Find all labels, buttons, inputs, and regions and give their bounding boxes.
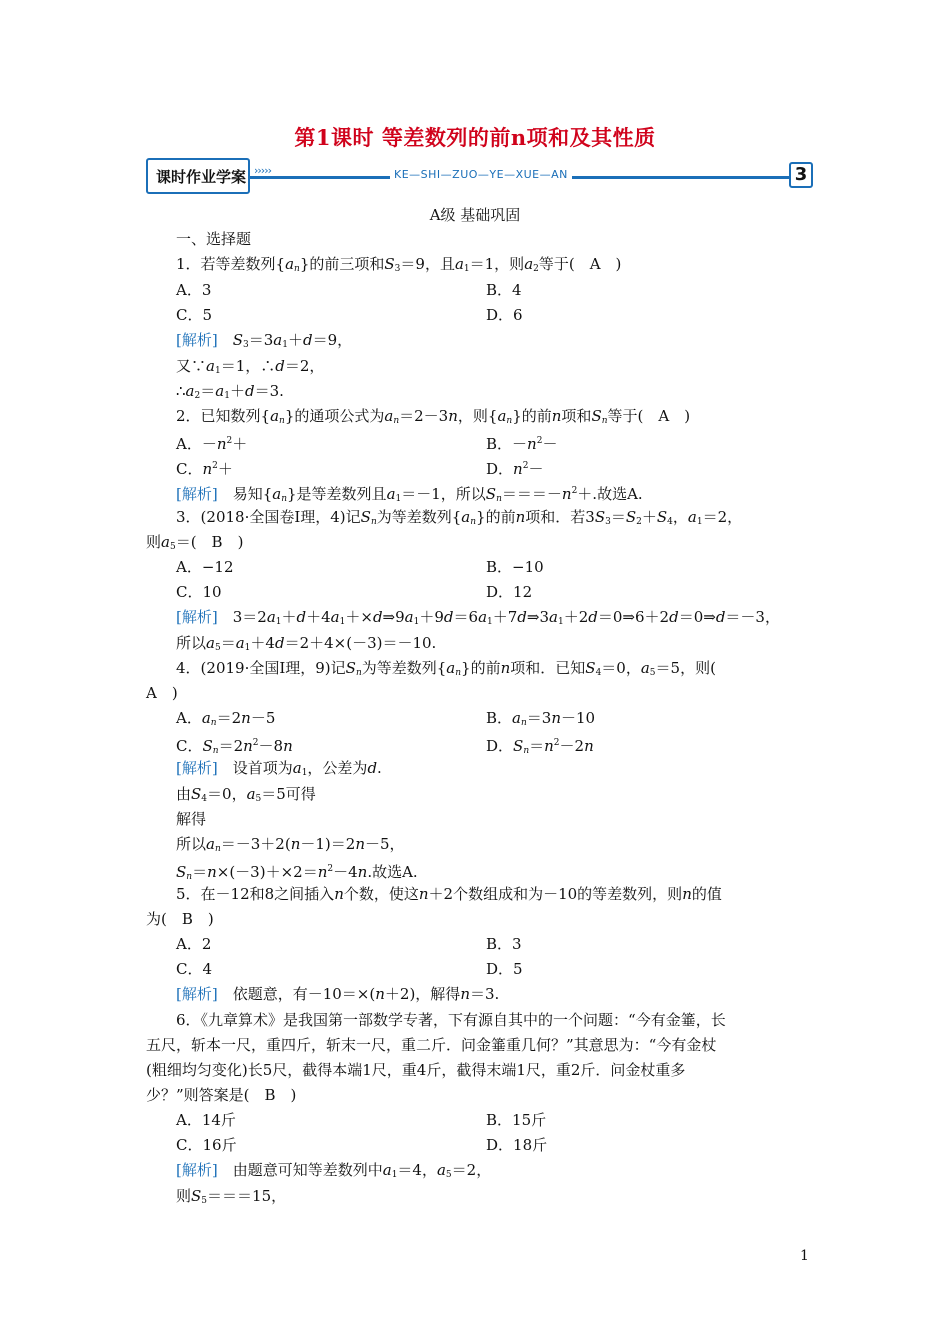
question-4-option-a: A．$a_n=2n-5$ <box>176 709 276 728</box>
question-6-option-a: A．14斤 <box>176 1111 236 1129</box>
question-1-stem: 1．若等差数列$\{a_n\}$的前三项和$S_3=9$，且$a_1=1$，则$a_2$等于( A ) <box>176 255 622 274</box>
question-6-option-d: D．18斤 <box>486 1136 548 1154</box>
question-6-stem-1: 6．《九章算术》是我国第一部数学专著，下有源自其中的一个问题：“今有金箠，长 <box>176 1011 726 1029</box>
banner-label-box <box>146 158 250 194</box>
question-4-option-d: D．$S_n=n^2-2n$ <box>486 737 594 756</box>
question-1-option-c: C．5 <box>176 306 213 324</box>
question-3-option-a: A．−12 <box>176 558 234 576</box>
question-2-analysis-1: [解析] 易知$\{a_n\}$是等差数列且$a_1=-1$，所以$S_n===-n^2+$.故选A. <box>176 485 643 504</box>
question-1-analysis-3: $\therefore a_2=a_1+d=3$. <box>176 382 284 401</box>
question-5-stem-1: 5．在－12和8之间插入n个数，使这n＋2个数组成和为－10的等差数列，则n的值 <box>176 885 722 903</box>
analysis-tag: [解析] <box>176 985 218 1003</box>
question-5-option-a: A．2 <box>176 935 212 953</box>
question-3-option-d: D．12 <box>486 583 533 601</box>
question-2-option-d: D．$n^2-$ <box>486 460 544 478</box>
analysis-tag: [解析] <box>176 759 218 777</box>
question-5-option-b: B．3 <box>486 935 522 953</box>
question-4-analysis-2: 由$S_4=0$，$a_5=5$可得 <box>176 785 316 804</box>
question-4-analysis-4: 所以$a_n=-3+2(n-1)=2n-5$， <box>176 835 405 854</box>
question-2-option-a: A．$-n^2+$ <box>176 435 248 453</box>
page-number: 1 <box>800 1248 809 1264</box>
question-6-analysis-2: 则$S_5===15$， <box>176 1187 287 1206</box>
question-3-stem-1: 3．(2018·全国卷Ⅰ理，4)记$S_n$为等差数列$\{a_n\}$的前n项和．若$3S_3=S_2+S_4$，$a_1=2$， <box>176 508 743 527</box>
question-6-stem-2: 五尺，斩本一尺，重四斤，斩末一尺，重二斤．问金箠重几何？”其意思为：“今有金杖 <box>146 1036 717 1054</box>
page-title: 第1课时 等差数列的前n项和及其性质 <box>294 125 656 150</box>
question-2-option-c: C．$n^2+$ <box>176 460 233 478</box>
question-4-option-b: B．$a_n=3n-10$ <box>486 709 596 728</box>
question-1-option-a: A．3 <box>176 281 212 299</box>
question-3-stem-2: 则$a_5=$( B ) <box>146 533 244 552</box>
question-6-analysis-1: [解析] 由题意可知等差数列中$a_1=4$，$a_5=2$， <box>176 1161 492 1180</box>
question-6-stem-4: 少？”则答案是( B ) <box>146 1086 297 1104</box>
question-4-option-c: C．$S_n=2n^2-8n$ <box>176 737 293 756</box>
question-6-stem-3: (粗细均匀变化)长5尺，截得本端1尺，重4斤，截得末端1尺，重2斤．问金杖重多 <box>146 1061 686 1079</box>
question-5-stem-2: 为( B ) <box>146 910 214 928</box>
analysis-tag: [解析] <box>176 608 218 626</box>
question-4-analysis-5: $S_n=n\times(-3)+\times 2=n^2-4n$.故选A. <box>176 863 418 882</box>
level-heading: A级 基础巩固 <box>429 206 521 224</box>
question-5-analysis-1: [解析] 依题意，有－10＝×(n＋2)，解得n＝3. <box>176 985 500 1003</box>
question-5-option-c: C．4 <box>176 960 213 978</box>
question-6-option-b: B．15斤 <box>486 1111 547 1129</box>
question-4-analysis-3: 解得 <box>176 810 207 828</box>
question-3-option-b: B．−10 <box>486 558 544 576</box>
question-4-stem-1: 4．(2019·全国Ⅰ理，9)记$S_n$为等差数列$\{a_n\}$的前n项和．已知$S_4=0$，$a_5=5$，则( <box>176 659 716 678</box>
question-2-stem: 2．已知数列$\{a_n\}$的通项公式为$a_n=2-3n$，则$\{a_n\}$的前n项和$S_n$等于( A ) <box>176 407 691 426</box>
analysis-tag: [解析] <box>176 1161 218 1179</box>
question-1-analysis-2: 又$\because a_1=1$，∴d＝2， <box>176 357 325 376</box>
banner-number: 3 <box>789 162 813 188</box>
banner-label: 课时作业学案 <box>156 168 247 186</box>
question-4-analysis-1: [解析] 设首项为$a_1$，公差为d. <box>176 759 382 778</box>
question-3-option-c: C．10 <box>176 583 222 601</box>
question-2-option-b: B．$-n^2-$ <box>486 435 558 453</box>
section-banner <box>146 158 814 198</box>
banner-pinyin: KE—SHI—ZUO—YE—XUE—AN <box>390 168 572 181</box>
question-5-option-d: D．5 <box>486 960 523 978</box>
question-1-analysis-1: [解析] $S_3=3a_1+d=9$， <box>176 331 353 350</box>
question-1-option-d: D．6 <box>486 306 523 324</box>
question-3-analysis-1: [解析] $3=2a_1+d+4a_1+\times d\Rightarrow 9a_1+9d=6a_1+7d\Rightarrow 3a_1+2d=0\Rightarrow 6+2d=0\Rightarrow d=-3$， <box>176 608 780 627</box>
question-6-option-c: C．16斤 <box>176 1136 237 1154</box>
question-3-analysis-2: 所以$a_5=a_1+4d=2+4\times(-3)=-10$. <box>176 634 437 653</box>
question-1-option-b: B．4 <box>486 281 522 299</box>
section-heading: 一、选择题 <box>176 230 252 248</box>
question-4-stem-2: A ) <box>146 684 178 702</box>
chevrons-icon: ››››› <box>254 164 271 177</box>
analysis-tag: [解析] <box>176 485 218 503</box>
analysis-tag: [解析] <box>176 331 218 349</box>
